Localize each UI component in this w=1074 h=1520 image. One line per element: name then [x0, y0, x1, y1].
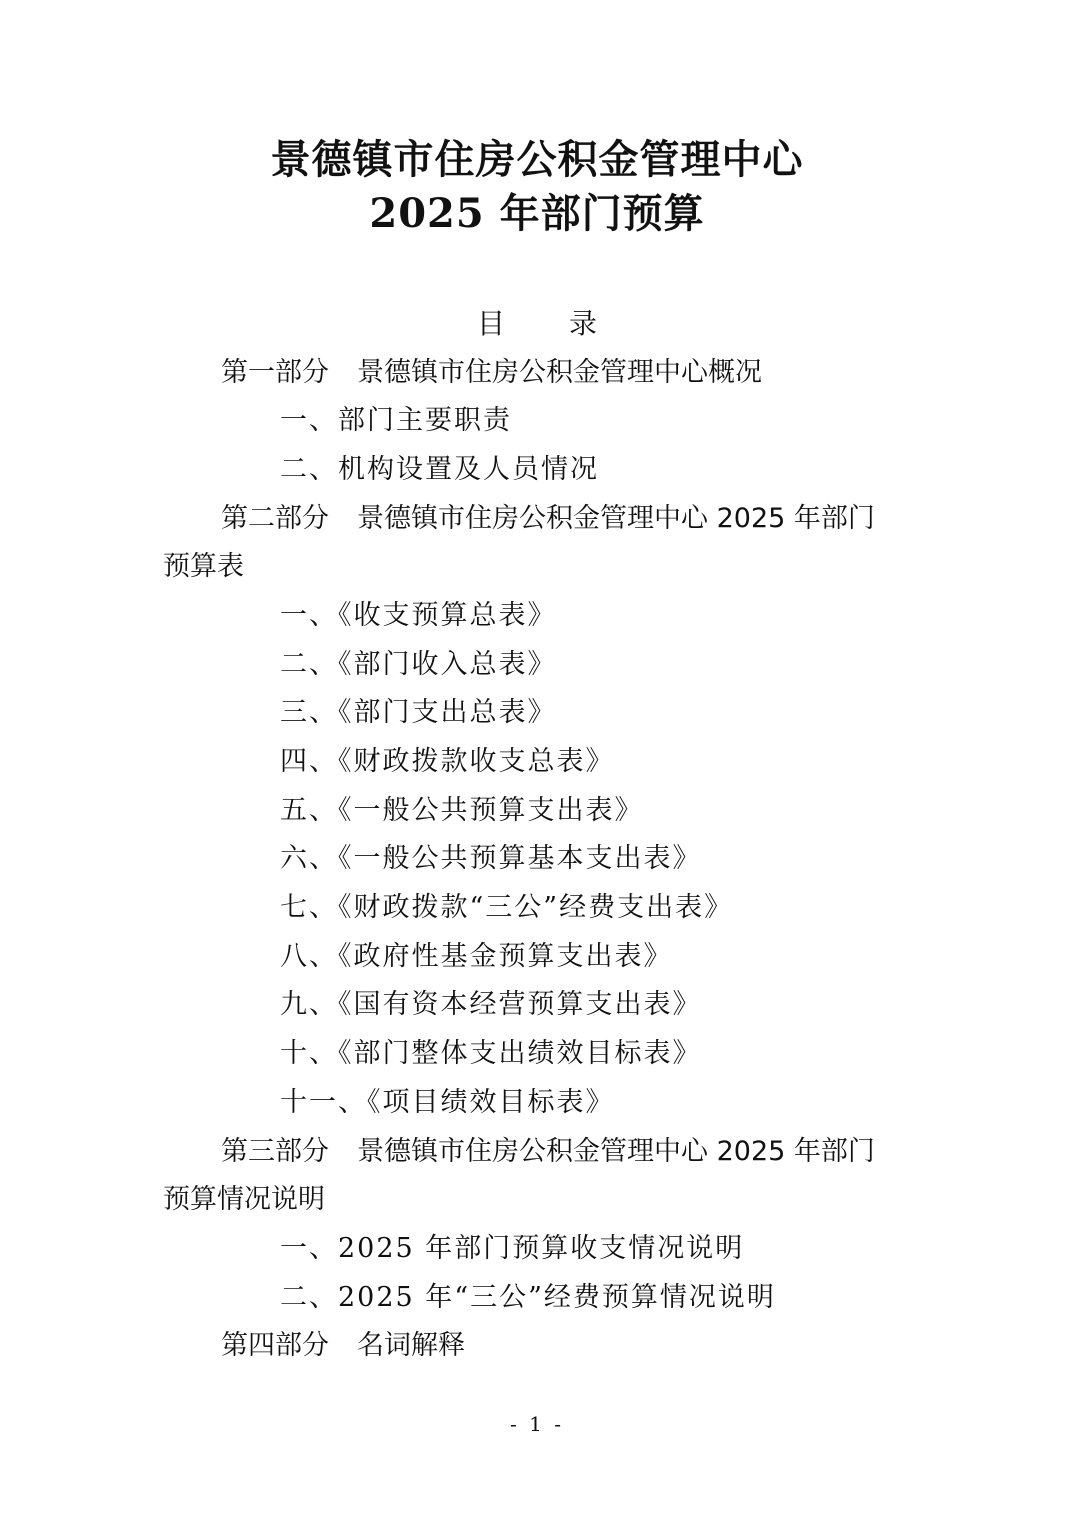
toc-part4-title: 名词解释	[357, 1330, 465, 1361]
toc-part3	[221, 1134, 875, 1170]
toc-item: 四、《财政拨款收支总表》	[280, 746, 615, 777]
toc-item: 一、《收支预算总表》	[280, 600, 557, 631]
toc-item: 八、《政府性基金预算支出表》	[280, 941, 673, 972]
toc-item: 九、《国有资本经营预算支出表》	[280, 989, 702, 1020]
toc-part1	[221, 355, 762, 391]
toc-part2	[221, 501, 875, 537]
toc-item: 三、《部门支出总表》	[280, 697, 557, 728]
page-number: - 1 -	[510, 1412, 564, 1436]
toc-part1-title: 景德镇市住房公积金管理中心概况	[357, 357, 762, 388]
toc-item: 十一、《项目绩效目标表》	[280, 1087, 615, 1118]
toc-item: 七、《财政拨款“三公”经费支出表》	[280, 892, 734, 923]
toc-heading: 目录	[476, 307, 661, 340]
toc-part2-title-continuation: 预算表	[163, 551, 244, 582]
toc-part3-title-continuation: 预算情况说明	[163, 1184, 325, 1215]
toc-item: 二、机构设置及人员情况	[280, 454, 599, 485]
toc-item: 六、《一般公共预算基本支出表》	[280, 843, 702, 874]
toc-item: 五、《一般公共预算支出表》	[280, 795, 644, 826]
toc-part4-label: 第四部分	[221, 1330, 329, 1361]
toc-part3-label: 第三部分	[221, 1136, 329, 1167]
toc-part4	[221, 1328, 465, 1364]
toc-part2-label: 第二部分	[221, 503, 329, 534]
document-title-line1: 景德镇市住房公积金管理中心	[270, 136, 804, 183]
toc-part3-title: 景德镇市住房公积金管理中心 2025 年部门	[357, 1136, 875, 1167]
toc-item: 一、2025 年部门预算收支情况说明	[280, 1233, 745, 1264]
toc-item: 二、2025 年“三公”经费预算情况说明	[280, 1282, 776, 1313]
toc-part2-title: 景德镇市住房公积金管理中心 2025 年部门	[357, 503, 875, 534]
document-title-line2: 2025 年部门预算	[369, 190, 705, 237]
toc-item: 十、《部门整体支出绩效目标表》	[280, 1038, 702, 1069]
toc-part1-label: 第一部分	[221, 357, 329, 388]
toc-item: 一、部门主要职责	[280, 405, 512, 436]
toc-item: 二、《部门收入总表》	[280, 649, 557, 680]
